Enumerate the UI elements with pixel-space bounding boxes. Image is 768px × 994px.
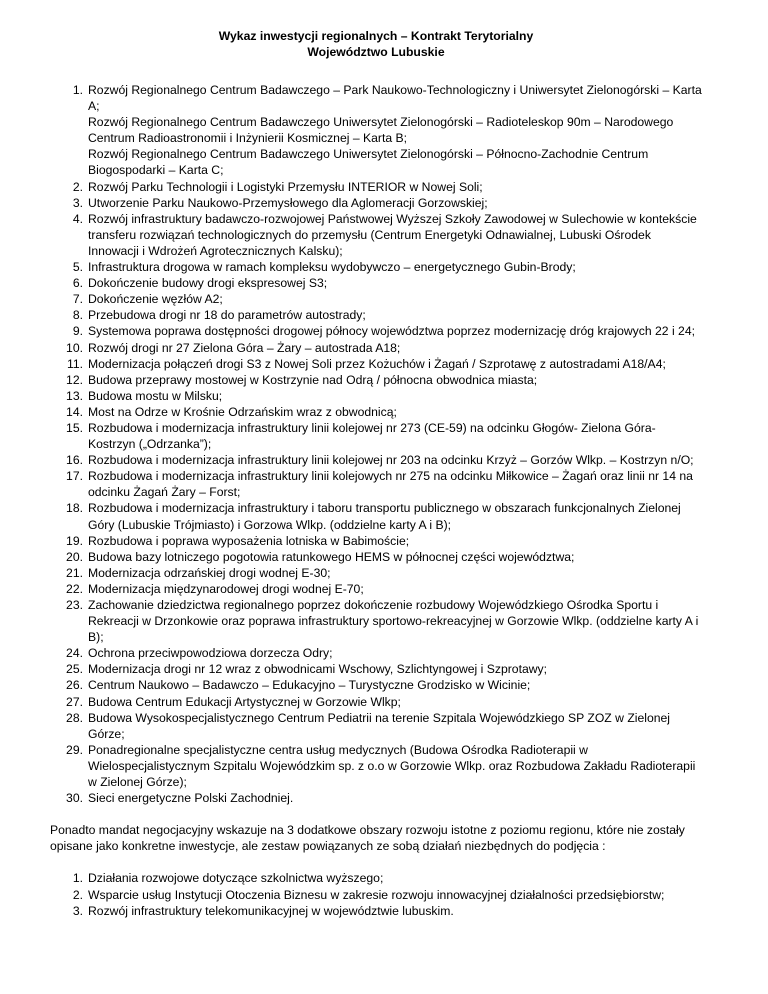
investment-item [50, 146, 702, 178]
investment-item [50, 581, 702, 597]
investment-item-text: Modernizacja drogi nr 12 wraz z obwodnicami Wschowy, Szlichtyngowej i Szprotawy; [88, 662, 548, 677]
investment-item [50, 404, 702, 420]
investment-item [50, 195, 702, 211]
additional-area-item-text: Rozwój infrastruktury telekomunikacyjnej w województwie lubuskim. [88, 903, 454, 918]
investment-item [50, 500, 702, 532]
investment-item-number: 14. [66, 404, 83, 419]
investment-item [50, 114, 702, 146]
investment-item-text: Rozwój Parku Technologii i Logistyki Przemysłu INTERIOR w Nowej Soli; [88, 179, 483, 194]
title-line-2: Województwo Lubuskie [307, 45, 445, 59]
investment-item [50, 533, 702, 549]
investment-item-text: Rozwój infrastruktury badawczo-rozwojowej Państwowej Wyższej Szkoły Zawodowej w Sulechowie w kontekście transferu rozwiązań technologicznych do przemysłu (Centrum Energetyki Odnawialnej, Lubuski Ośrodek Innowacji i Wdrożeń Agrotecznicznych Kalsku); [88, 211, 697, 258]
investment-item-text: Systemowa poprawa dostępności drogowej północy województwa poprzez modernizację dróg krajowych 22 i 24; [88, 324, 695, 339]
investment-item-number: 7. [72, 292, 83, 307]
investment-item-text: Rozwój Regionalnego Centrum Badawczego Uniwersytet Zielonogórski – Północno-Zachodnie Centrum Biogospodarki – Karta C; [88, 147, 649, 178]
investment-item-number: 3. [72, 195, 83, 210]
investment-item-number: 21. [66, 565, 83, 580]
investment-item [50, 468, 702, 500]
investment-item-number: 4. [72, 211, 83, 226]
investment-item-text: Most na Odrze w Krośnie Odrzańskim wraz z obwodnicą; [88, 404, 397, 419]
additional-area-item-text: Działania rozwojowe dotyczące szkolnictwa wyższego; [88, 871, 384, 886]
additional-area-item-number: 1. [72, 871, 83, 886]
investment-item-text: Budowa Centrum Edukacji Artystycznej w Gorzowie Wlkp; [88, 694, 401, 709]
additional-areas-list [50, 870, 702, 918]
investment-item-number: 26. [66, 678, 83, 693]
investment-item-number: 8. [72, 308, 83, 323]
investment-item [50, 677, 702, 693]
investment-item-number: 20. [66, 549, 83, 564]
investment-item [50, 742, 702, 790]
investment-item-text: Modernizacja połączeń drogi S3 z Nowej Soli przez Kożuchów i Żagań / Szprotawę z autostradami A18/A4; [88, 356, 666, 371]
investment-item-number: 16. [66, 453, 83, 468]
investment-item-number: 19. [66, 533, 83, 548]
investment-item-text: Modernizacja odrzańskiej drogi wodnej E-30; [88, 565, 331, 580]
investment-item-number: 27. [66, 694, 83, 709]
investment-item-text: Budowa Wysokospecjalistycznego Centrum Pediatrii na terenie Szpitala Wojewódzkiego SP ZOZ w Zielonej Górze; [88, 710, 671, 741]
investment-item [50, 211, 702, 259]
investment-item-text: Ponadregionalne specjalistyczne centra usług medycznych (Budowa Ośrodka Radioterapii w Wielospecjalistycznym Szpitalu Wojewódzkim sp. z o.o w Gorzowie Wlkp. oraz Rozbudowa Zakładu Radioterapii w Zielonej Górze); [88, 742, 696, 790]
investment-item-text: Rozbudowa i modernizacja infrastruktury linii kolejowej nr 203 na odcinku Krzyż – Gorzów Wlkp. – Kostrzyn n/O; [88, 453, 694, 468]
investment-item-text: Rozbudowa i poprawa wyposażenia lotniska w Babimoście; [88, 533, 410, 548]
additional-area-item [50, 903, 702, 919]
investment-item-text: Dokończenie węzłów A2; [88, 292, 223, 307]
investment-item [50, 565, 702, 581]
investment-item-text: Rozwój Regionalnego Centrum Badawczego Uniwersytet Zielonogórski – Radioteleskop 90m – Narodowego Centrum Radioastronomii i Inżynierii Kosmicznej – Karta B; [88, 115, 674, 146]
investment-item [50, 597, 702, 645]
investment-item [50, 323, 702, 339]
investment-item [50, 661, 702, 677]
investment-item [50, 179, 702, 195]
investment-item-text: Ochrona przeciwpowodziowa dorzecza Odry; [88, 646, 333, 661]
investment-item-text: Modernizacja międzynarodowej drogi wodnej E-70; [88, 581, 364, 596]
investment-item [50, 259, 702, 275]
investment-item [50, 275, 702, 291]
title-line-1: Wykaz inwestycji regionalnych – Kontrakt Terytorialny [218, 29, 534, 43]
investment-item [50, 307, 702, 323]
investment-item-text: Rozbudowa i modernizacja infrastruktury i taboru transportu publicznego w obszarach funkcjonalnych Zielonej Góry (Lubuskie Trójmiasto) i Gorzowa Wlkp. (oddzielne karty A i B); [88, 501, 681, 532]
investment-item-number: 17. [66, 469, 83, 484]
investment-item [50, 82, 702, 114]
additional-area-item-number: 3. [72, 903, 83, 918]
investment-item-text: Przebudowa drogi nr 18 do parametrów autostrady; [88, 308, 366, 323]
investment-item-number: 6. [72, 276, 83, 291]
investment-item-text: Centrum Naukowo – Badawczo – Edukacyjno – Turystyczne Grodzisko w Wicinie; [88, 678, 531, 693]
investment-item-number: 12. [66, 372, 83, 387]
investment-item-text: Dokończenie budowy drogi ekspresowej S3; [88, 276, 328, 291]
investment-item [50, 340, 702, 356]
investment-item [50, 694, 702, 710]
investment-item-number: 24. [66, 646, 83, 661]
additional-area-item [50, 887, 702, 903]
investment-item-number: 9. [72, 324, 83, 339]
investment-item [50, 372, 702, 388]
investment-list [50, 82, 702, 806]
investment-item-number: 22. [66, 581, 83, 596]
investment-item-text: Budowa mostu w Milsku; [88, 388, 223, 403]
investment-item [50, 645, 702, 661]
investment-item-number: 18. [66, 501, 83, 516]
additional-area-item-text: Wsparcie usług Instytucji Otoczenia Biznesu w zakresie rozwoju innowacyjnej działalności przedsiębiorstw; [88, 887, 665, 902]
additional-area-item [50, 870, 702, 886]
investment-item [50, 356, 702, 372]
investment-item-number: 25. [66, 662, 83, 677]
investment-item [50, 710, 702, 742]
investment-item-text: Rozbudowa i modernizacja infrastruktury linii kolejowych nr 275 na odcinku Miłkowice – Żagań oraz linii nr 14 na odcinku Żagań Żary – Forst; [88, 469, 693, 500]
investment-item-number: 1. [72, 83, 83, 97]
investment-item-number: 28. [66, 710, 83, 725]
investment-item-number: 2. [72, 179, 83, 194]
investment-item-text: Rozwój drogi nr 27 Zielona Góra – Żary – autostrada A18; [88, 340, 401, 355]
investment-item-number: 23. [66, 598, 83, 612]
investment-item [50, 291, 702, 307]
investment-item-number: 13. [66, 388, 83, 403]
investment-item-number: 11. [66, 356, 83, 371]
intro-paragraph: Ponadto mandat negocjacyjny wskazuje na 3 dodatkowe obszary rozwoju istotne z poziomu regionu, które nie zostały opisane jako konkretne inwestycje, ale zestaw powiązanych ze sobą działań niezbędnych do podjęcia : [50, 823, 685, 854]
additional-area-item-number: 2. [72, 887, 83, 902]
investment-item-text: Rozwój Regionalnego Centrum Badawczego – Park Naukowo-Technologiczny i Uniwersytet Zielonogórski – Karta A; [88, 83, 702, 114]
investment-item-number: 15. [66, 420, 83, 435]
investment-item-number: 29. [66, 742, 83, 757]
investment-item-text: Rozbudowa i modernizacja infrastruktury linii kolejowej nr 273 (CE-59) na odcinku Głogów- Zielona Góra-Kostrzyn („Odrzanka”); [88, 420, 656, 452]
investment-item-number: 10. [66, 340, 83, 355]
investment-item-number [50, 114, 88, 146]
investment-item-text: Budowa przeprawy mostowej w Kostrzynie nad Odrą / północna obwodnica miasta; [88, 372, 538, 387]
investment-item-text: Infrastruktura drogowa w ramach kompleksu wydobywczo – energetycznego Gubin-Brody; [88, 260, 576, 275]
document-title [50, 28, 702, 60]
investment-item-number [50, 146, 88, 178]
investment-item-number: 5. [72, 260, 83, 275]
investment-item [50, 549, 702, 565]
investment-item [50, 420, 702, 452]
investment-item-text: Sieci energetyczne Polski Zachodniej. [88, 791, 294, 806]
investment-item [50, 790, 702, 806]
investment-item-text: Zachowanie dziedzictwa regionalnego poprzez dokończenie rozbudowy Wojewódzkiego Ośrodka Sportu i Rekreacji w Drzonkowie oraz poprawa infrastruktury sportowo-rekreacyjnej w Gorzowie Wlkp. (oddzielne karty A i B); [88, 598, 699, 645]
investment-item-text: Utworzenie Parku Naukowo-Przemysłowego dla Aglomeracji Gorzowskiej; [88, 195, 488, 210]
investment-item-text: Budowa bazy lotniczego pogotowia ratunkowego HEMS w północnej części województwa; [88, 549, 575, 564]
investment-item [50, 388, 702, 404]
investment-item-number: 30. [66, 791, 83, 806]
investment-item [50, 452, 702, 468]
